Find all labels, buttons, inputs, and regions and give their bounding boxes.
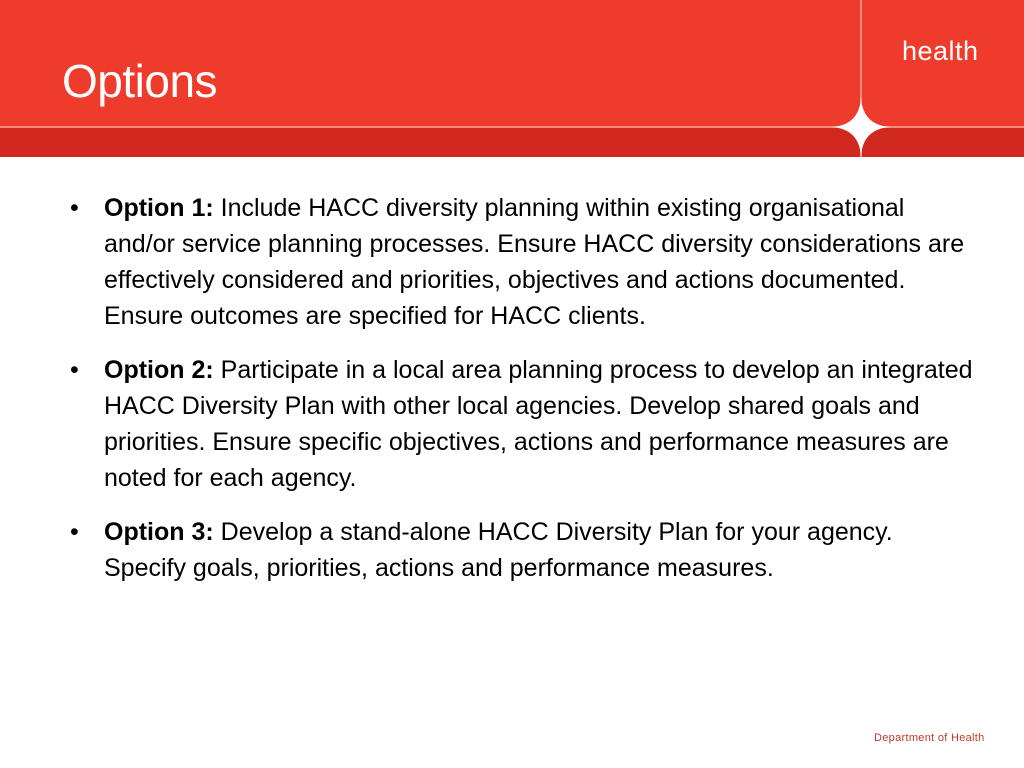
- page-title: Options: [62, 55, 218, 107]
- footer-department: Department of Health: [874, 732, 985, 744]
- four-point-star-icon: [832, 98, 890, 156]
- list-item-option-1: [70, 190, 980, 334]
- bullet-dot: •: [70, 518, 79, 546]
- option-text: Participate in a local area planning process to develop an integrated HACC Diversity Plan with other local agencies. Develop shared goals and priorities. Ensure specific objectives, actions and performance measures are noted for each agency.: [104, 356, 973, 492]
- options-list: [70, 190, 980, 604]
- bullet-dot: •: [70, 194, 79, 222]
- list-item-option-3: [70, 514, 980, 586]
- option-label: Option 3:: [104, 518, 214, 546]
- option-label: Option 2:: [104, 356, 214, 384]
- brand-wordmark: health: [902, 36, 979, 66]
- list-item-option-2: [70, 352, 980, 496]
- option-label: Option 1:: [104, 194, 214, 222]
- option-text: Include HACC diversity planning within existing organisational and/or service planning processes. Ensure HACC diversity considerations are effectively considered and priorities, objectives and actions documented. Ensure outcomes are specified for HACC clients.: [104, 194, 965, 330]
- option-text: Develop a stand-alone HACC Diversity Plan for your agency. Specify goals, priorities, actions and performance measures.: [104, 518, 893, 582]
- bullet-dot: •: [70, 356, 79, 384]
